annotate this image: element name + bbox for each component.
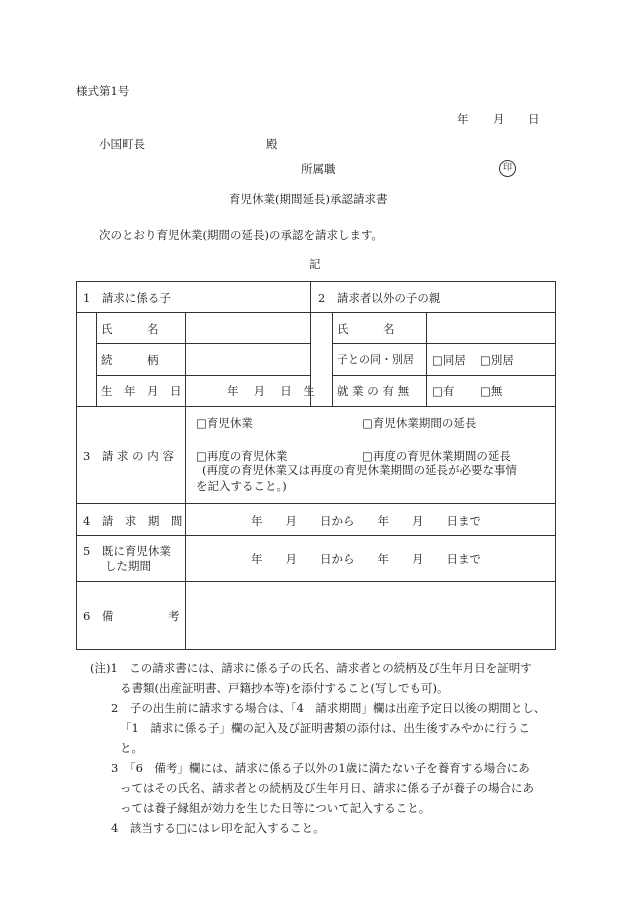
child-name-label: 氏 名: [101, 322, 159, 336]
table-vline: [96, 312, 97, 406]
other-parent-name-label: 氏 名: [337, 322, 395, 336]
request-form-table: [76, 281, 556, 650]
applicant-affiliation-label: 所属職: [301, 162, 336, 176]
leave-extension-checkbox[interactable]: □育児休業期間の延長: [362, 416, 477, 430]
date-month-label: 月: [493, 112, 505, 126]
note-line: と。: [120, 741, 143, 755]
table-vline: [185, 312, 186, 406]
previous-leave-period-value[interactable]: 年 月 日から 年 月 日まで: [251, 552, 481, 566]
note-line: 3 「6 備考」欄には、請求に係る子以外の1歳に満たない子を養育する場合にあ: [111, 761, 530, 775]
employment-label: 就 業 の 有 無: [337, 384, 410, 398]
intro-text: 次のとおり育児休業(期間の延長)の承認を請求します。: [99, 228, 384, 242]
addressee-name: 小国町長: [99, 137, 145, 151]
note-line: っては養子縁組が効力を生じた日等について記入すること。: [120, 801, 431, 815]
child-birthdate-value[interactable]: 年 月 日 生: [227, 384, 315, 398]
section2-header: 2 請求者以外の子の親: [318, 291, 441, 305]
note-line: 「1 請求に係る子」欄の記入及び証明書類の添付は、出生後すみやかに行うこ: [120, 721, 530, 735]
other-parent-name-field[interactable]: [429, 316, 551, 339]
repeat-leave-checkbox[interactable]: □再度の育児休業: [196, 449, 288, 463]
seal-text: 印: [502, 163, 512, 173]
employed-no-checkbox[interactable]: □無: [480, 384, 503, 398]
child-relation-label: 続 柄: [101, 353, 159, 367]
note-line: ってはその氏名、請求者との続柄及び生年月日、請求に係る子が養子の場合にあ: [120, 781, 534, 795]
table-vline: [426, 312, 427, 406]
cohabitation-label: 子との同・別居: [337, 353, 414, 366]
note-line: (注)1 この請求書には、請求に係る子の氏名、請求者との続柄及び生年月日を証明す: [90, 661, 532, 675]
repeat-extension-checkbox[interactable]: □再度の育児休業期間の延長: [362, 449, 511, 463]
table-hline: [77, 535, 555, 536]
remarks-field[interactable]: [188, 585, 550, 645]
date-year-label: 年: [457, 112, 469, 126]
section5-label-line2: した期間: [105, 559, 151, 573]
table-vline: [185, 406, 186, 649]
table-hline: [77, 406, 555, 407]
form-number: 様式第1号: [76, 84, 130, 98]
table-hline: [77, 503, 555, 504]
note-line: 4 該当する□にはレ印を記入すること。: [111, 821, 325, 835]
section1-header: 1 請求に係る子: [83, 291, 171, 305]
employed-yes-checkbox[interactable]: □有: [432, 384, 455, 398]
section6-label-num: 6 備: [83, 609, 114, 623]
table-hline: [96, 375, 310, 376]
section3-note-line1: (再度の育児休業又は再度の育児休業期間の延長が必要な事情: [202, 463, 517, 477]
table-hline: [77, 312, 555, 313]
section6-label-end: 考: [168, 609, 180, 623]
table-hline: [77, 581, 555, 582]
table-hline: [96, 343, 185, 344]
table-hline: [332, 343, 555, 344]
request-period-value[interactable]: 年 月 日から 年 月 日まで: [251, 514, 481, 528]
ki-heading: 記: [309, 257, 321, 271]
child-relation-field[interactable]: [188, 347, 306, 371]
section3-note-line2: を記入すること。): [196, 479, 287, 493]
note-line: る書類(出産証明書、戸籍抄本等)を添付すること(写しでも可)。: [120, 681, 449, 695]
table-hline: [185, 343, 310, 344]
section4-label: 4 請 求 期 間: [83, 514, 183, 528]
cohabit-separate-checkbox[interactable]: □別居: [480, 353, 514, 367]
child-birthdate-label: 生 年 月 日: [101, 384, 182, 398]
child-name-field[interactable]: [188, 316, 306, 339]
date-day-label: 日: [528, 112, 540, 126]
section3-label: 3 請 求 の 内 容: [83, 449, 174, 463]
document-title: 育児休業(期間延長)承認請求書: [229, 192, 388, 206]
note-line: 2 子の出生前に請求する場合は、「4 請求期間」欄は出産予定日以後の期間とし、: [111, 701, 546, 715]
table-hline: [332, 375, 555, 376]
table-vline: [332, 312, 333, 406]
addressee-honorific: 殿: [266, 137, 278, 151]
childcare-leave-checkbox[interactable]: □育児休業: [196, 416, 253, 430]
cohabit-together-checkbox[interactable]: □同居: [432, 353, 466, 367]
section5-label-line1: 5 既に育児休業: [83, 544, 171, 558]
seal-mark: [499, 160, 516, 177]
